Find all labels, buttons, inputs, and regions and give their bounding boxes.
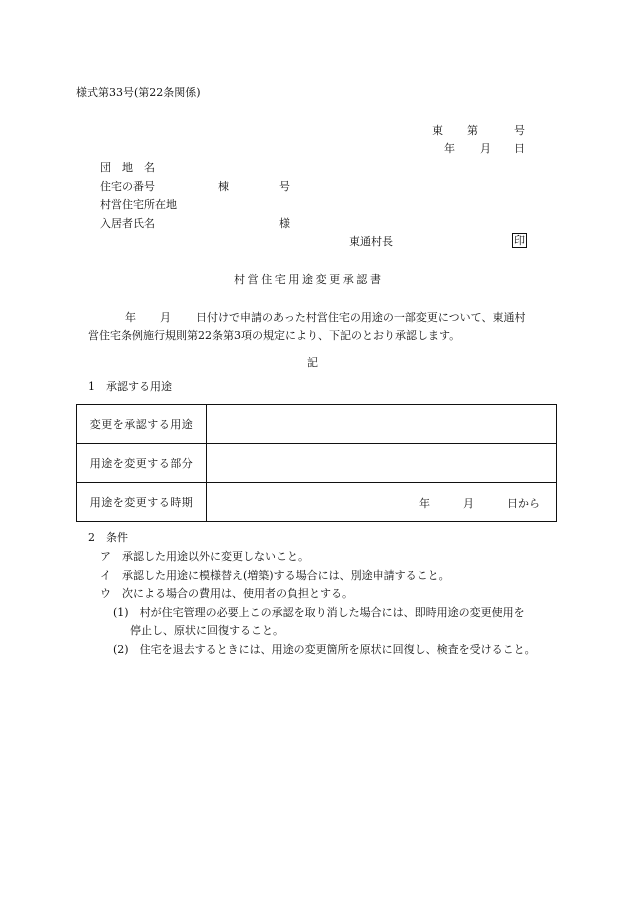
complex-name-label: 団 地 名 — [100, 161, 155, 174]
row-label-changed-part: 用途を変更する部分 — [77, 444, 207, 483]
period-text — [419, 495, 540, 511]
section1-heading: 1 承認する用途 — [88, 380, 172, 393]
seal-char: 印 — [514, 234, 525, 247]
body-line1: 日付けで申請のあった村営住宅の用途の一部変更について、東通村 — [196, 311, 526, 324]
building-label: 棟 — [218, 180, 229, 193]
number-label: 号 — [279, 180, 290, 193]
usage-table — [76, 404, 557, 522]
doc-number-east: 東 — [432, 124, 443, 137]
form-number: 様式第33号(第22条関係) — [76, 86, 201, 99]
body-line2: 営住宅条例施行規則第22条第3項の規定により、下記のとおり承認します。 — [88, 329, 461, 342]
doc-number-go: 号 — [514, 124, 525, 137]
doc-number-dai: 第 — [467, 124, 478, 137]
condition-i: イ 承認した用途に模様替え(増築)する場合には、別途申請すること。 — [100, 569, 450, 582]
approved-usage-cell — [207, 405, 557, 444]
period-year: 年 — [419, 497, 430, 510]
condition-u-sub1-line1: (1) 村が住宅管理の必要上この承認を取り消した場合には、即時用途の変更使用を — [113, 606, 525, 619]
condition-u-sub1-line2: 停止し、原状に回復すること。 — [130, 624, 284, 637]
section2-heading: 2 条件 — [88, 531, 128, 544]
period-month: 月 — [463, 497, 474, 510]
change-period-cell — [207, 483, 557, 522]
date-month: 月 — [480, 142, 491, 155]
table-row — [77, 405, 557, 444]
condition-u-sub2: (2) 住宅を退去するときには、用途の変更箇所を原状に回復し、検査を受けること。 — [113, 643, 536, 656]
document-title: 村営住宅用途変更承認書 — [234, 273, 384, 286]
condition-a: ア 承認した用途以外に変更しないこと。 — [100, 550, 309, 563]
row-label-change-period: 用途を変更する時期 — [77, 483, 207, 522]
period-from: 日から — [507, 497, 540, 510]
body-month: 月 — [160, 311, 171, 324]
ki-heading: 記 — [307, 356, 318, 369]
house-number-label: 住宅の番号 — [100, 180, 155, 193]
row-label-approved-usage: 変更を承認する用途 — [77, 405, 207, 444]
date-day: 日 — [514, 142, 525, 155]
honorific: 様 — [279, 217, 290, 230]
table-row — [77, 483, 557, 522]
table-row — [77, 444, 557, 483]
body-year: 年 — [125, 311, 136, 324]
issuer: 東通村長 — [349, 235, 393, 248]
location-label: 村営住宅所在地 — [100, 198, 177, 211]
resident-name-label: 入居者氏名 — [100, 217, 155, 230]
date-year: 年 — [444, 142, 455, 155]
changed-part-cell — [207, 444, 557, 483]
condition-u: ウ 次による場合の費用は、使用者の負担とする。 — [100, 587, 353, 600]
seal-mark — [512, 233, 527, 248]
